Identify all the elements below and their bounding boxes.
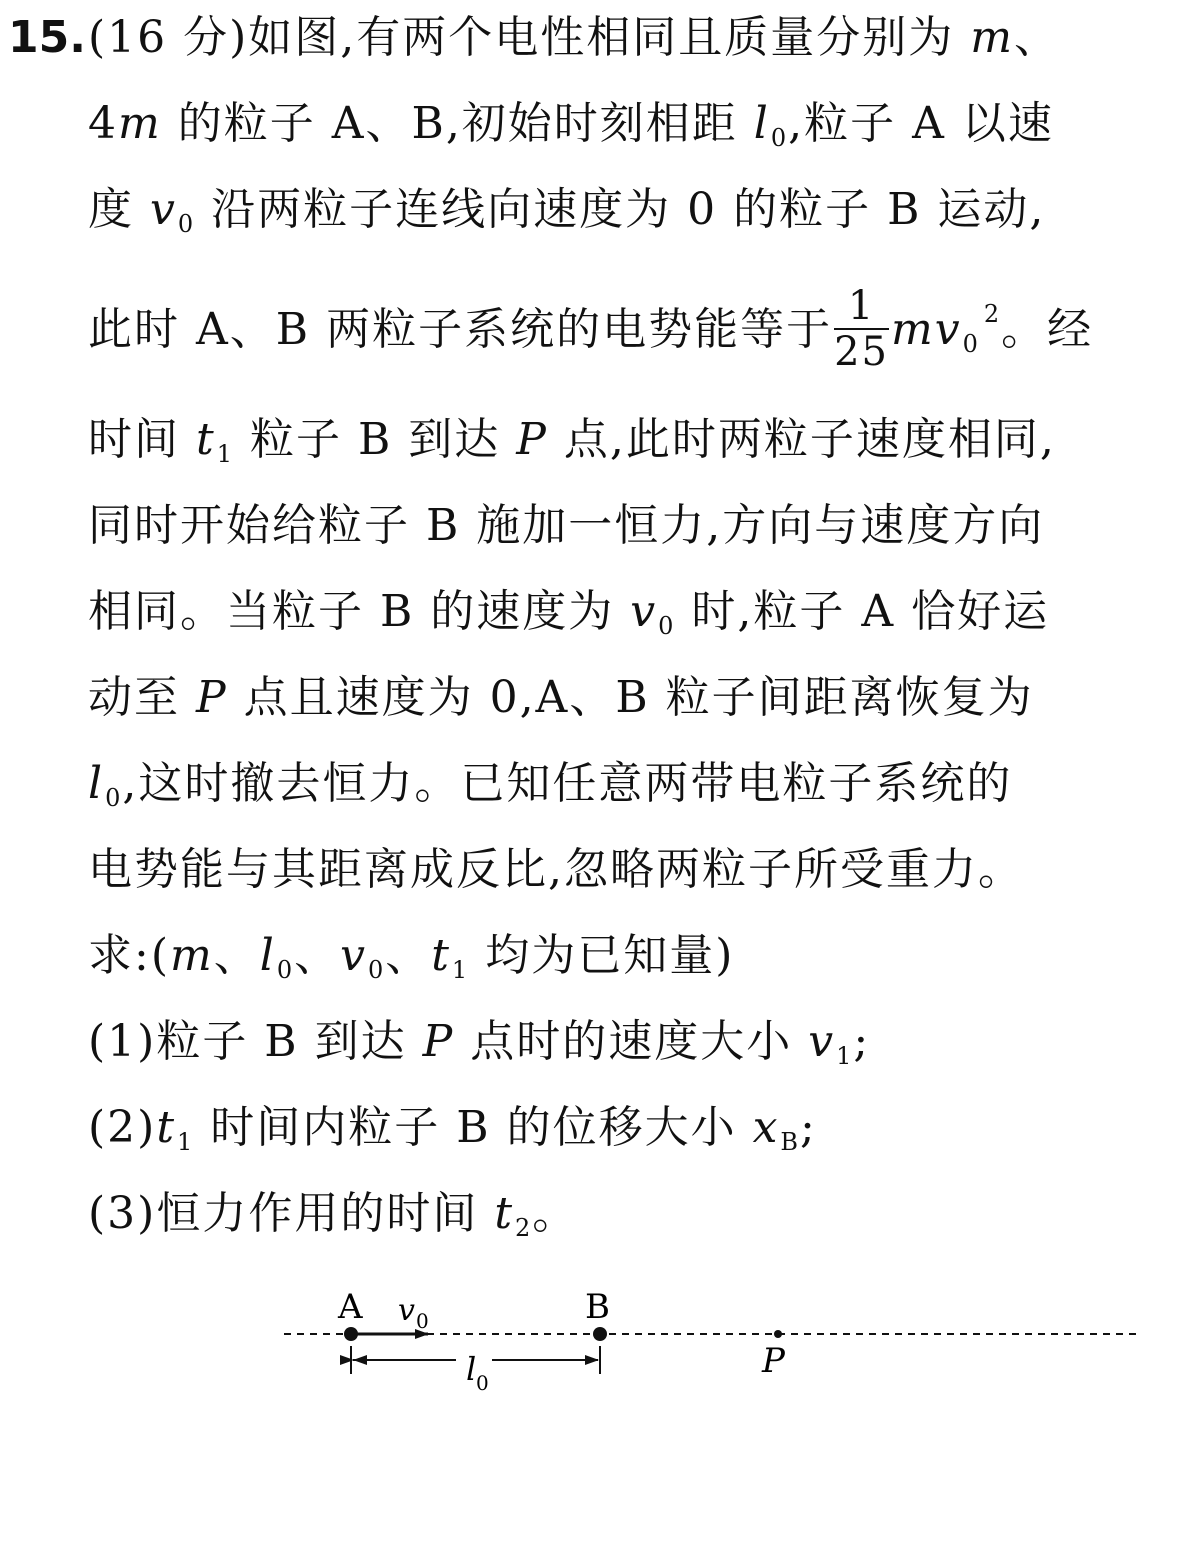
label-a: A	[338, 1287, 363, 1327]
text-line-5: 时间 $t_1$ 粒子 B 到达 P 点,此时两粒子速度相同,	[88, 414, 1056, 468]
text-line-2: 4m 的粒子 A、B,初始时刻相距 $l_0$,粒子 A 以速	[88, 98, 1054, 152]
label-v-sub: 0	[416, 1309, 429, 1333]
fraction-1-25: $\frac{1}{25}$	[834, 282, 889, 375]
text-line-3: 度 $v_0$ 沿两粒子连线向速度为 0 的粒子 B 运动,	[88, 184, 1046, 238]
text-line-1: (16 分)如图,有两个电性相同且质量分别为 m、	[88, 12, 1061, 63]
dim-arrow-left-head	[353, 1355, 367, 1365]
sub-question-2: $(2)t_1$ 时间内粒子 B 的位移大小 $x_B$;	[88, 1102, 817, 1156]
text-line-4: 此时 A、B 两粒子系统的电势能等于 $\frac{1}{25}$ $mv_0^2$。经	[88, 282, 1094, 375]
label-b: B	[585, 1287, 610, 1327]
text-line-8: 动至 P 点且速度为 0,A、B 粒子间距离恢复为	[88, 672, 1034, 723]
point-p-dot	[774, 1330, 782, 1338]
question-number: 15.	[8, 12, 86, 63]
sub-question-3: (3)恒力作用的时间 $t_2$。	[88, 1188, 579, 1242]
label-l-sub: 0	[476, 1371, 489, 1395]
text-line-9: $l_0$,这时撤去恒力。已知任意两带电粒子系统的	[88, 758, 1013, 812]
text-line-6: 同时开始给粒子 B 施加一恒力,方向与速度方向	[88, 500, 1045, 551]
text-line-11: 求:(m、$l_0$、$v_0$、$t_1$ 均为已知量)	[88, 930, 735, 984]
label-l: l	[466, 1350, 477, 1388]
sub-question-1: (1)粒子 B 到达 P 点时的速度大小 $v_1$;	[88, 1016, 871, 1070]
particle-a-dot	[344, 1327, 358, 1341]
text-line-7: 相同。当粒子 B 的速度为 $v_0$ 时,粒子 A 恰好运	[88, 586, 1050, 640]
particle-b-dot	[593, 1327, 607, 1341]
particle-diagram	[0, 1280, 1200, 1420]
label-v: v	[398, 1293, 415, 1328]
label-p: P	[762, 1341, 785, 1381]
text-line-10: 电势能与其距离成反比,忽略两粒子所受重力。	[88, 844, 1024, 895]
